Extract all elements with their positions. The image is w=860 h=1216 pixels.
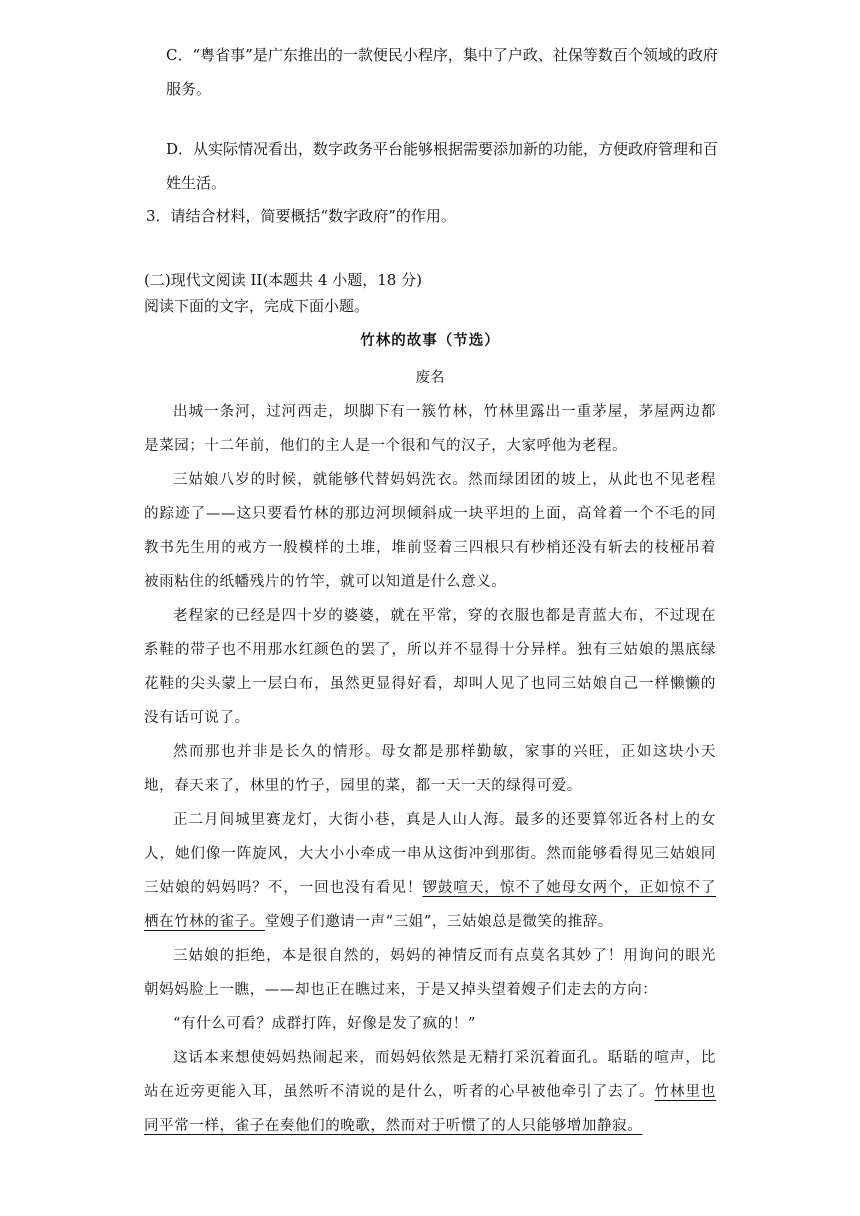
paragraph-3: 老程家的已经是四十岁的婆婆，就在平常，穿的衣服也都是青蓝大布，不过现在系鞋的带子也不用那水红颜色的罢了，所以并不显得十分异样。独有三姑娘的黑底绿花鞋的尖头蒙上一层白布，虽然更显得好看，却叫人见了也同三姑娘自己一样懒懒的没有话可说了。 [144,608,716,726]
article-body [144,395,716,1143]
underlined-sentence-1: 锣鼓喧天，惊不了她母女两个，正如惊不了栖在竹林的雀子。 [144,880,716,930]
paragraph-5-text-a: 正二月间城里赛龙灯，大街小巷，真是人山人海。最多的还要算邻近各村上的女人，她们像一阵旋风，大大小小牵成一串从这街冲到那街。然而能够看得见三姑娘同三姑娘的妈妈吗？不，一回也没有看见！ [144,812,716,896]
option-d [166,132,726,200]
option-d-text-line1: 从实际情况看出，数字政务平台能够根据需要添加新的功能，方便政府管理和百 [193,140,719,158]
paragraph-8 [144,1041,716,1143]
underlined-sentence-2: 竹林里也同平常一样，雀子在奏他们的晚歌，然而对于听惯了的人只能够增加静寂。 [144,1084,717,1134]
option-c-text-line2: 服务。 [166,80,212,98]
section-instruction: 阅读下面的文字，完成下面小题。 [144,297,370,315]
article-title: 竹林的故事（节选） [360,332,500,349]
paragraph-4: 然而那也并非是长久的情形。母女都是那样勤敏，家事的兴旺，正如这块小天地，春天来了，林里的竹子，园里的菜，都一天一天的绿得可爱。 [144,744,716,794]
article-author: 废名 [415,370,445,386]
question-3: 3．请结合材料，简要概括“数字政府”的作用。 [146,207,456,225]
paragraph-5 [144,803,716,939]
paragraph-6: 三姑娘的拒绝，本是很自然的，妈妈的神情反而有点莫名其妙了！用询问的眼光朝妈妈脸上一瞧，——却也正在瞧过来，于是又掉头望着嫂子们走去的方向： [144,948,716,998]
option-d-label: D． [166,140,194,158]
paragraph-1: 出城一条河，过河西走，坝脚下有一簇竹林，竹林里露出一重茅屋，茅屋两边都是菜园；十二年前，他们的主人是一个很和气的汉子，大家呼他为老程。 [144,404,716,454]
section-heading: (二)现代文阅读 II(本题共 4 小题，18 分) [144,271,422,289]
option-c-text-line1: “粤省事”是广东推出的一款便民小程序，集中了户政、社保等数百个领域的政府 [192,46,718,64]
option-c-label: C． [166,46,193,64]
paragraph-5-text-b: 堂嫂子们邀请一声“三姐”，三姑娘总是微笑的推辞。 [264,914,614,930]
option-d-text-line2: 姓生活。 [166,174,227,192]
paragraph-7: “有什么可看？成群打阵，好像是发了疯的！” [173,1016,476,1032]
paragraph-8-text-a: 这话本来想使妈妈热闹起来，而妈妈依然是无精打采沉着面孔。聒聒的喧声，比站在近旁更能入耳，虽然听不清说的是什么，听者的心早被他牵引了去了。 [144,1050,716,1100]
paragraph-2: 三姑娘八岁的时候，就能够代替妈妈洗衣。然而绿团团的坡上，从此也不见老程的踪迹了——这只要看竹林的那边河坝倾斜成一块平坦的上面，高耸着一个不毛的同教书先生用的戒方一般模样的土堆，堆前竖着三四根只有杪梢还没有斩去的枝桠吊着被雨粘住的纸幡残片的竹竿，就可以知道是什么意义。 [144,472,716,590]
option-c [166,38,726,106]
